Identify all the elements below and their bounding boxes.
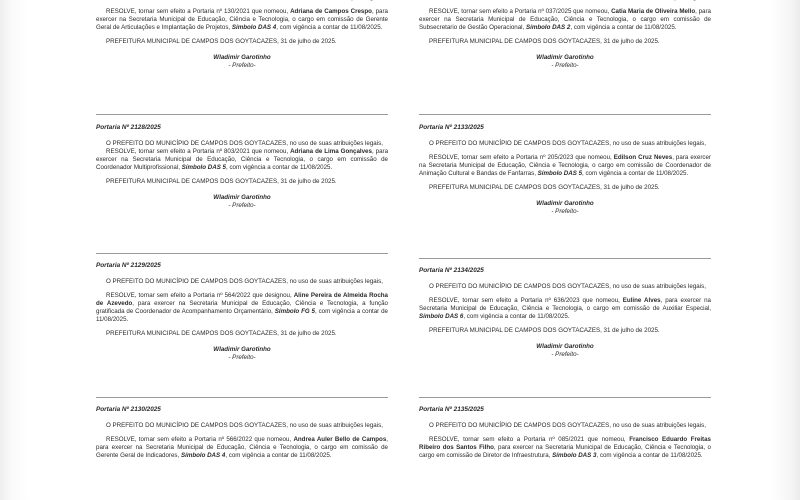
city-date-line: PREFEITURA MUNICIPAL DE CAMPOS DOS GOYTACAZES, 31 de julho de 2025.	[106, 330, 337, 337]
city-date-line: PREFEITURA MUNICIPAL DE CAMPOS DOS GOYTACAZES, 31 de julho de 2025.	[106, 178, 337, 185]
signature: Wladimir Garotinho - Prefeito-	[536, 54, 594, 69]
portaria-title: Portaria Nº 2135/2025	[419, 406, 484, 413]
portaria-title: Portaria Nº 2130/2025	[96, 406, 161, 413]
city-date-line: PREFEITURA MUNICIPAL DE CAMPOS DOS GOYTACAZES, 31 de julho de 2025.	[429, 38, 660, 45]
portaria-block-right-3	[419, 406, 711, 460]
resolve-text: RESOLVE, tornar sem efeito a Portaria nº 205/2023 que nomeou, Edilson Cruz Neves, para exercer na Secretaria Municipal de Educação, Ciência e Tecnologia, o cargo em comissão de Coordenador de Animação Cultural e Bandas de Fanfarras, Símbolo DAS 5, com vigência a contar de 11/08/2025.	[419, 154, 711, 177]
resolve-text: RESOLVE, tornar sem efeito a Portaria nº 803/2021 que nomeou, Adriana de Lima Gonçalves, para exercer na Secretaria Municipal de Educação, Ciência e Tecnologia, o cargo em comissão de Coordenador Multiprofissional, Símbolo DAS 5, com vigência a contar de 11/08/2025.	[96, 148, 389, 171]
resolve-text: RESOLVE, tornar sem efeito a Portaria nº 130/2021 que nomeou, Adriana de Campos Crespo, para exercer na Secretaria Municipal de Educação, Ciência e Tecnologia, o cargo em comissão de Gerente Geral de Articulações e Implantação de Projetos, Símbolo DAS 4, com vigência a contar de 11/08/2025.	[96, 8, 388, 31]
portaria-title: Portaria Nº 2133/2025	[419, 124, 484, 131]
portaria-title: Portaria Nº 2129/2025	[96, 262, 161, 269]
city-date-line: PREFEITURA MUNICIPAL DE CAMPOS DOS GOYTACAZES, 31 de julho de 2025.	[106, 38, 337, 45]
signature: Wladimir Garotinho - Prefeito-	[213, 194, 271, 209]
divider	[96, 114, 388, 115]
intro-text	[96, 0, 388, 2]
resolve-text: RESOLVE, tornar sem efeito a Portaria nº 085/2021 que nomeou, Francisco Eduardo Freitas Ribeiro dos Santos Filho, para exercer na Secretaria Municipal de Educação, Ciência e Tecnologia, o cargo em comissão de Diretor de Infraestrutura, Símbolo DAS 3, com vigência a contar de 11/08/2025.	[419, 436, 711, 459]
divider	[419, 258, 711, 259]
divider	[419, 114, 711, 115]
divider	[96, 397, 388, 398]
resolve-text: RESOLVE, tornar sem efeito a Portaria nº 566/2022 que nomeou, Andrea Auler Bello de Campos, para exercer na Secretaria Municipal de Educação, Ciência e Tecnologia, o cargo em comissão de Gerente Geral de Indicadores, Símbolo DAS 4, com vigência a contar de 11/08/2025.	[96, 436, 389, 459]
portaria-title: Portaria Nº 2128/2025	[96, 124, 161, 131]
intro-text: O PREFEITO DO MUNICÍPIO DE CAMPOS DOS GOYTACAZES, no uso de suas atribuições legais,	[429, 140, 706, 147]
intro-text: O PREFEITO DO MUNICÍPIO DE CAMPOS DOS GOYTACAZES, no uso de suas atribuições legais,	[106, 140, 383, 147]
divider	[419, 397, 711, 398]
intro-text: O PREFEITO DO MUNICÍPIO DE CAMPOS DOS GOYTACAZES, no uso de suas atribuições legais,	[429, 283, 706, 290]
intro-text: O PREFEITO DO MUNICÍPIO DE CAMPOS DOS GOYTACAZES, no uso de suas atribuições legais,	[106, 278, 383, 285]
portaria-block-right-0	[419, 0, 711, 70]
portaria-block-right-2	[419, 267, 711, 359]
intro-text	[419, 0, 711, 2]
intro-text: O PREFEITO DO MUNICÍPIO DE CAMPOS DOS GOYTACAZES, no uso de suas atribuições legais,	[106, 422, 383, 429]
divider	[96, 253, 388, 254]
portaria-title: Portaria Nº 2134/2025	[419, 267, 484, 274]
intro-text: O PREFEITO DO MUNICÍPIO DE CAMPOS DOS GOYTACAZES, no uso de suas atribuições legais,	[429, 422, 706, 429]
signature: Wladimir Garotinho - Prefeito-	[213, 346, 271, 361]
city-date-line: PREFEITURA MUNICIPAL DE CAMPOS DOS GOYTACAZES, 31 de julho de 2025.	[429, 184, 660, 191]
signature: Wladimir Garotinho - Prefeito-	[213, 54, 271, 69]
signature: Wladimir Garotinho - Prefeito-	[536, 200, 594, 215]
portaria-block-left-0	[96, 0, 388, 70]
portaria-block-left-3	[96, 406, 388, 460]
resolve-text: RESOLVE, tornar sem efeito a Portaria nº 636/2023 que nomeou, Euline Alves, para exercer na Secretaria Municipal de Educação, Ciência e Tecnologia, o cargo em comissão de Auxiliar Especial, Símbolo DAS 6, com vigência a contar de 11/08/2025.	[419, 297, 711, 320]
portaria-block-left-2	[96, 262, 388, 362]
resolve-text: RESOLVE, tornar sem efeito a Portaria nº 037/2025 que nomeou, Catia Maria de Oliveira Mello, para exercer na Secretaria Municipal de Educação, Ciência e Tecnologia, o cargo em comissão de Subsecretario de Gestão Operacional, Símbolo DAS 2, com vigência a contar de 11/08/2025.	[419, 8, 712, 31]
portaria-block-left-1	[96, 124, 388, 210]
portaria-block-right-1	[419, 124, 711, 216]
resolve-text: RESOLVE, tornar sem efeito a Portaria nº 564/2022 que designou, Aline Pereira de Almeida Rocha de Azevedo, para exercer na Secretaria Municipal de Educação, Ciência e Tecnologia, a função gratificada de Coordenador de Acompanhamento Orçamentário, Símbolo FG 5, com vigência a contar de 11/08/2025.	[96, 292, 388, 323]
signature: Wladimir Garotinho - Prefeito-	[536, 343, 594, 358]
city-date-line: PREFEITURA MUNICIPAL DE CAMPOS DOS GOYTACAZES, 31 de julho de 2025.	[429, 327, 660, 334]
